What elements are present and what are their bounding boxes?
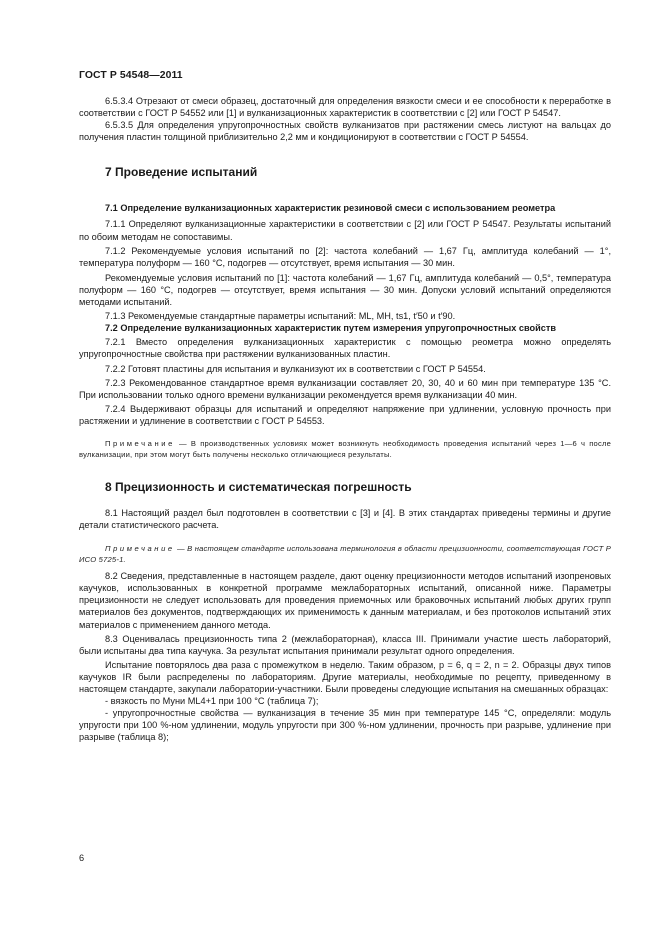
- note-7-2: [79, 438, 611, 460]
- subsection-7-2-heading: 7.2 Определение вулканизационных характеристик путем измерения упругопрочностных свойств: [105, 323, 557, 334]
- subsection-7-1-heading: 7.1 Определение вулканизационных характеристик резиновой смеси с использованием реометра: [105, 203, 556, 214]
- paragraph-7-1-1: 7.1.1 Определяют вулканизационные характеристики в соответствии с [2] или ГОСТ Р 54547. Результаты испытаний по обоим методам не сопоставимы.: [79, 219, 611, 242]
- section-7-heading: 7 Проведение испытаний: [105, 165, 258, 180]
- list-item-tensile: - упругопрочностные свойства — вулканизация в течение 35 мин при температуре 145 °С, определяли: модуль упругости при 100 %-ном удлинении, модуль упругости при 300 %-ном удлинении, прочность при разрыве, удлинение при разрыве (таблица 8);: [79, 708, 611, 743]
- paragraph-7-2-1: 7.2.1 Вместо определения вулканизационных характеристик с помощью реометра можно определять упругопрочностные свойства при растяжении вулканизованных пластин.: [79, 337, 611, 360]
- document-body: [79, 95, 611, 743]
- note-8-1: [79, 543, 611, 565]
- paragraph-8-2: 8.2 Сведения, представленные в настоящем разделе, дают оценку прецизионности методов испытаний изопреновых каучуков, использованных в конкретной программе межлабораторных испытаний, описанной ниже. Параметры прецизионности не следует использовать для проведения приемочных или браковочных испытаний любых других групп материалов без документов, подтверждающих их применимость к данным материалам, и без протоколов испытаний этих материалов с применением данного метода.: [79, 571, 611, 630]
- paragraph-6-5-3-5: 6.5.3.5 Для определения упругопрочностных свойств вулканизатов при растяжении смесь листуют на вальцах до получения пластин толщиной приблизительно 2,2 мм и кондиционируют в соответствии с ГОСТ Р 54554.: [79, 120, 611, 143]
- note-label: Примечание: [105, 544, 175, 554]
- paragraph-7-2-4: 7.2.4 Выдерживают образцы для испытаний и определяют напряжение при удлинении, условную прочность при растяжении и удлинение в соответствии с ГОСТ Р 54553.: [79, 403, 611, 426]
- paragraph-7-1-3: 7.1.3 Рекомендуемые стандартные параметры испытаний: ML, MH, ts1, t′50 и t′90.: [105, 311, 456, 322]
- paragraph-7-2-2: 7.2.2 Готовят пластины для испытания и вулканизуют их в соответствии с ГОСТ Р 54554.: [105, 363, 486, 374]
- note-text: — В производственных условиях может возникнуть необходимость проведения испытаний через 1—6 ч после вулканизации, при этом могут быть получены несколько отличающиеся результаты.: [79, 438, 612, 459]
- note-label: Примечание: [105, 438, 175, 448]
- note-text: — В настоящем стандарте использована терминология в области прецизионности, соответствующая ГОСТ Р ИСО 5725-1.: [79, 544, 611, 565]
- paragraph-7-1-2-b: Рекомендуемые условия испытаний по [1]: частота колебаний — 1,67 Гц, амплитуда колебаний — 0,5°, температура полуформ — 160 °С, подогрев — отсутствует, время испытания — 30 мин. Допуски условий испытаний определяются методами испытаний.: [79, 272, 611, 308]
- paragraph-7-2-3: 7.2.3 Рекомендованное стандартное время вулканизации составляет 20, 30, 40 и 60 мин при температуре 135 °С. При использовании только одного времени вулканизации рекомендуется время вулканизации 40 мин.: [79, 377, 611, 400]
- paragraph-8-1: 8.1 Настоящий раздел был подготовлен в соответствии с [3] и [4]. В этих стандартах приведены термины и другие детали статистического расчета.: [79, 507, 611, 531]
- list-item-mooney: - вязкость по Муни ML4+1 при 100 °С (таблица 7);: [105, 696, 319, 707]
- paragraph-8-3-b: Испытание повторялось два раза с промежутком в неделю. Таким образом, p = 6, q = 2, n = 2. Образцы двух типов каучуков IR были распределены по лабораториям. Другие материалы, необходимые по рецепту, приведенному в настоящем стандарте, закупали лаборатории-участники. Были проведены следующие испытания на смешанных образцах:: [79, 659, 611, 694]
- section-8-heading: 8 Прецизионность и систематическая погрешность: [105, 479, 412, 494]
- paragraph-7-1-2: 7.1.2 Рекомендуемые условия испытаний по [2]: частота колебаний — 1,67 Гц, амплитуда колебаний — 1°, температура полуформ — 160 °С, подогрев — отсутствует, время испытания — 30 мин.: [79, 245, 611, 268]
- document-header: ГОСТ Р 54548—2011: [79, 70, 183, 81]
- paragraph-8-3: 8.3 Оценивалась прецизионность типа 2 (межлабораторная), класса III. Принимали участие шесть лабораторий, были испытаны два типа каучука. За результат испытания принимали результат одного определения.: [79, 633, 611, 656]
- page-number: 6: [79, 853, 85, 863]
- paragraph-6-5-3-4: 6.5.3.4 Отрезают от смеси образец, достаточный для определения вязкости смеси и ее способности к переработке в соответствии с ГОСТ Р 54552 или [1] и вулканизационных характеристик в соответствии с [2] или ГОСТ Р 54547.: [79, 96, 611, 119]
